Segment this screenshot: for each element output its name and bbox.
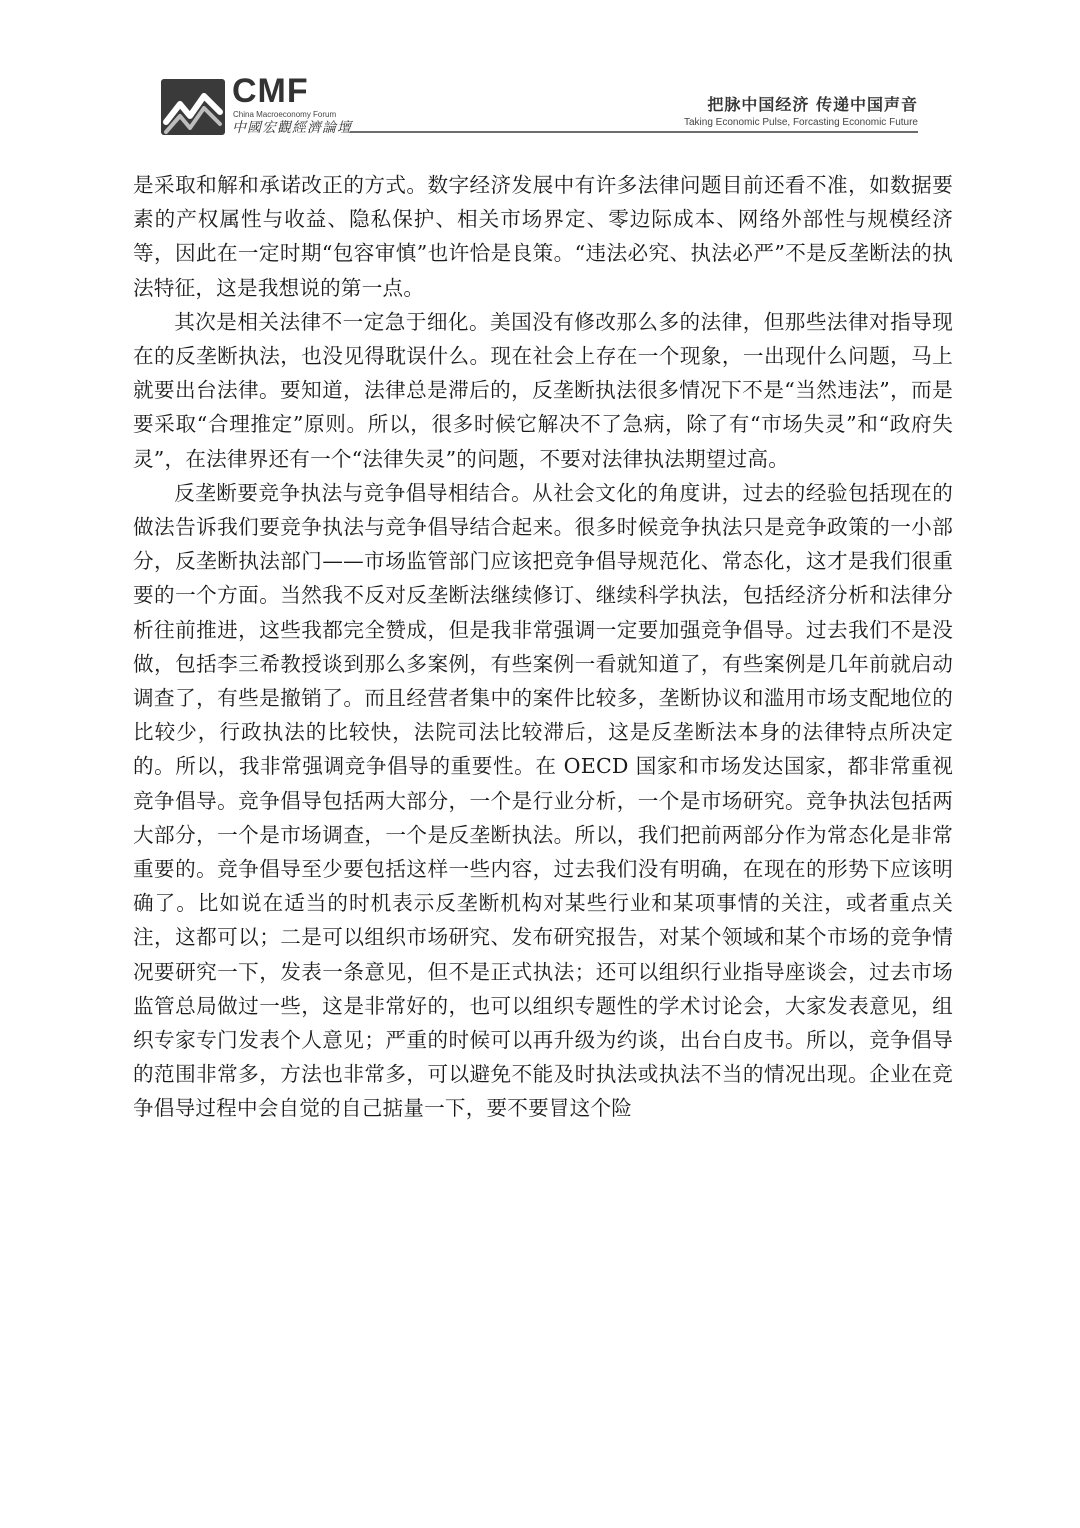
logo-text: CMF bbox=[232, 72, 309, 110]
paragraph: 反垄断要竞争执法与竞争倡导相结合。从社会文化的角度讲，过去的经验包括现在的做法告诉我们要竞争执法与竞争倡导结合起来。很多时候竞争执法只是竞争政策的一小部分，反垄断执法部门——市场监管部门应该把竞争倡导规范化、常态化，这才是我们很重要的一个方面。当然我不反对反垄断法继续修订、继续科学执法，包括经济分析和法律分析往前推进，这些我都完全赞成，但是我非常强调一定要加强竞争倡导。过去我们不是没做，包括李三希教授谈到那么多案例，有些案例一看就知道了，有些案例是几年前就启动调查了，有些是撤销了。而且经营者集中的案件比较多，垄断协议和滥用市场支配地位的比较少，行政执法的比较快，法院司法比较滞后，这是反垄断法本身的法律特点所决定的。所以，我非常强调竞争倡导的重要性。在 OECD 国家和市场发达国家，都非常重视竞争倡导。竞争倡导包括两大部分，一个是行业分析，一个是市场研究。竞争执法包括两大部分，一个是市场调查，一个是反垄断执法。所以，我们把前两部分作为常态化是非常重要的。竞争倡导至少要包括这样一些内容，过去我们没有明确，在现在的形势下应该明确了。比如说在适当的时机表示反垄断机构对某些行业和某项事情的关注，或者重点关注，这都可以；二是可以组织市场研究、发布研究报告，对某个领域和某个市场的竞争情况要研究一下，发表一条意见，但不是正式执法；还可以组织行业指导座谈会，过去市场监管总局做过一些，这是非常好的，也可以组织专题性的学术讨论会，大家发表意见，组织专家专门发表个人意见；严重的时候可以再升级为约谈，出台白皮书。所以，竞争倡导的范围非常多，方法也非常多，可以避免不能及时执法或执法不当的情况出现。企业在竞争倡导过程中会自觉的自己掂量一下，要不要冒这个险 bbox=[133, 480, 953, 1121]
paragraph: 其次是相关法律不一定急于细化。美国没有修改那么多的法律，但那些法律对指导现在的反垄断执法，也没见得耽误什么。现在社会上存在一个现象，一出现什么问题，马上就要出台法律。要知道，法律总是滞后的，反垄断执法很多情况下不是“当然违法”，而是要采取“合理推定”原则。所以，很多时候它解决不了急病，除了有“市场失灵”和“政府失灵”，在法律界还有一个“法律失灵”的问题，不要对法律执法期望过高。 bbox=[133, 309, 953, 471]
logo-subtitle-en: China Macroeconomy Forum bbox=[233, 110, 337, 119]
slogan-en: Taking Economic Pulse, Forcasting Economic Future bbox=[684, 117, 918, 128]
article-body bbox=[133, 168, 953, 1126]
header-divider bbox=[350, 131, 918, 133]
paragraph: 是采取和解和承诺改正的方式。数字经济发展中有许多法律问题目前还看不准，如数据要素的产权属性与收益、隐私保护、相关市场界定、零边际成本、网络外部性与规模经济等，因此在一定时期“包容审慎”也许恰是良策。“违法必究、执法必严”不是反垄断法的执法特征，这是我想说的第一点。 bbox=[133, 173, 953, 300]
logo-subtitle-cn: 中國宏觀經濟論壇 bbox=[232, 120, 352, 136]
cmf-logo-icon bbox=[160, 78, 226, 136]
slogan-cn: 把脉中国经济 传递中国声音 bbox=[707, 95, 918, 114]
page-header bbox=[0, 0, 1080, 150]
